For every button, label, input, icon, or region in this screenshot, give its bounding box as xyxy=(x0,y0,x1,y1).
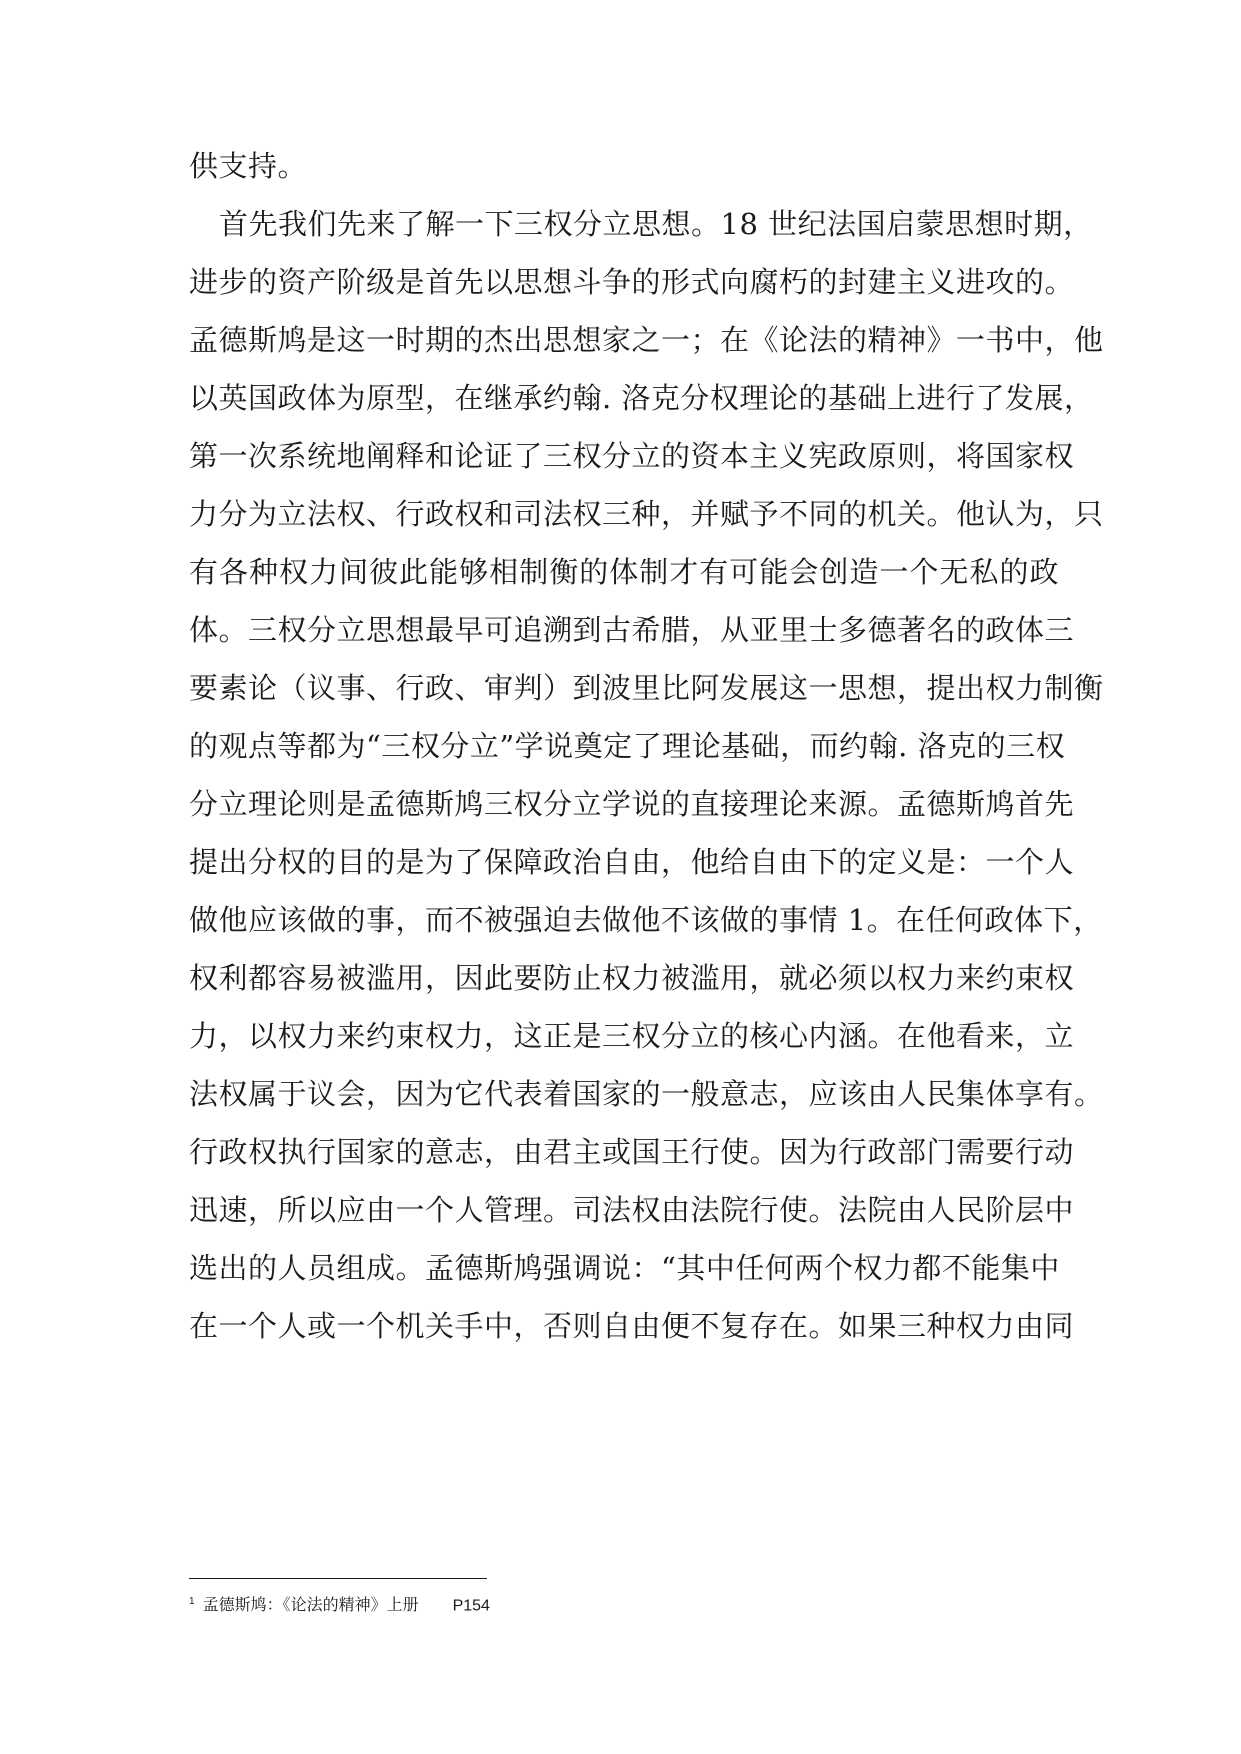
body-line: 分立理论则是孟德斯鸠三权分立学说的直接理论来源。孟德斯鸠首先 xyxy=(189,787,1075,821)
body-line: 首先我们先来了解一下三权分立思想。18 世纪法国启蒙思想时期， xyxy=(219,207,1093,241)
body-line: 要素论（议事、行政、审判）到波里比阿发展这一思想，提出权力制衡 xyxy=(189,671,1104,705)
body-line: 进步的资产阶级是首先以思想斗争的形式向腐朽的封建主义进攻的。 xyxy=(189,265,1075,299)
body-line: 供支持。 xyxy=(189,149,308,183)
body-line: 行政权执行国家的意志，由君主或国王行使。因为行政部门需要行动 xyxy=(189,1135,1075,1169)
body-line: 法权属于议会，因为它代表着国家的一般意志，应该由人民集体享有。 xyxy=(189,1077,1104,1111)
footnote-page: P154 xyxy=(452,1597,490,1615)
body-line: 力，以权力来约束权力，这正是三权分立的核心内涵。在他看来，立 xyxy=(189,1019,1075,1053)
body-line: 孟德斯鸠是这一时期的杰出思想家之一；在《论法的精神》一书中，他 xyxy=(189,323,1104,357)
body-line: 在一个人或一个机关手中，否则自由便不复存在。如果三种权力由同 xyxy=(189,1309,1075,1343)
body-line: 以英国政体为原型，在继承约翰. 洛克分权理论的基础上进行了发展， xyxy=(189,381,1094,415)
body-line: 提出分权的目的是为了保障政治自由，他给自由下的定义是：一个人 xyxy=(189,845,1075,879)
footnote-source: 孟德斯鸠：《论法的精神》上册 xyxy=(202,1597,419,1615)
body-line: 有各种权力间彼此能够相制衡的体制才有可能会创造一个无私的政 xyxy=(189,555,1059,589)
body-line: 第一次系统地阐释和论证了三权分立的资本主义宪政原则，将国家权 xyxy=(189,439,1075,473)
body-line: 的观点等都为“三权分立”学说奠定了理论基础，而约翰. 洛克的三权 xyxy=(189,729,1066,763)
body-line: 做他应该做的事，而不被强迫去做他不该做的事情 1。在任何政体下， xyxy=(189,903,1103,937)
body-line: 迅速，所以应由一个人管理。司法权由法院行使。法院由人民阶层中 xyxy=(189,1193,1075,1227)
body-line: 权利都容易被滥用，因此要防止权力被滥用，就必须以权力来约束权 xyxy=(189,961,1075,995)
body-line: 选出的人员组成。孟德斯鸠强调说：“其中任何两个权力都不能集中 xyxy=(189,1251,1060,1285)
footnote-separator xyxy=(189,1578,487,1579)
body-line: 力分为立法权、行政权和司法权三种，并赋予不同的机关。他认为，只 xyxy=(189,497,1104,531)
footnote-mark: 1 xyxy=(189,1596,195,1607)
body-line: 体。三权分立思想最早可追溯到古希腊，从亚里士多德著名的政体三 xyxy=(189,613,1075,647)
footnote xyxy=(189,1591,490,1617)
